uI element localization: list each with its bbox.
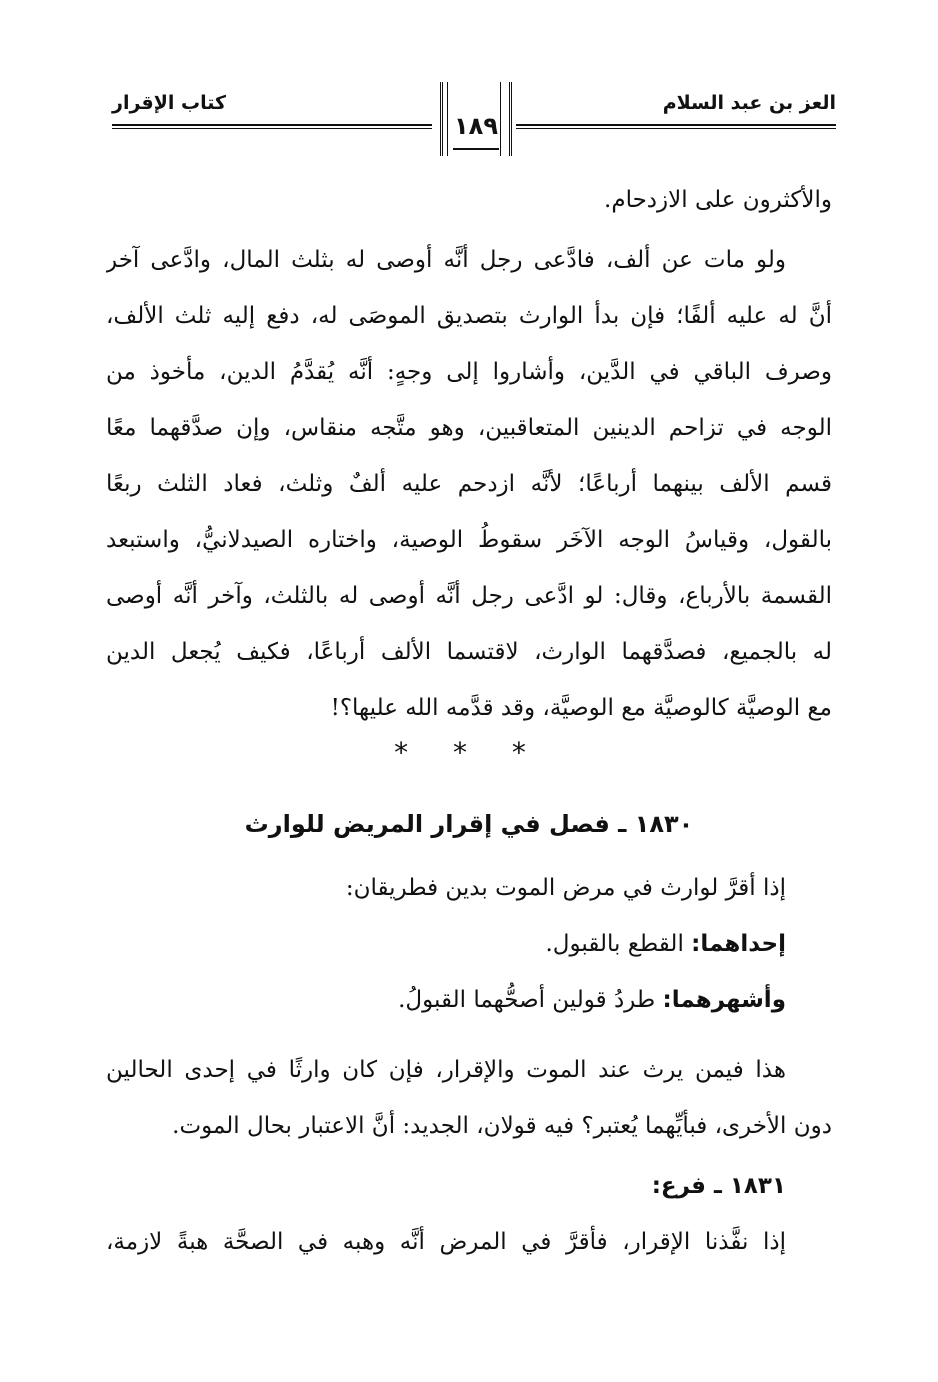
section-title: ١٨٣٠ ـ فصل في إقرار المريض للوارث: [244, 810, 694, 838]
second-way: [106, 972, 832, 1028]
paragraph-line: والأكثرون على الازدحام.: [604, 187, 832, 213]
page-number-underline: [453, 148, 499, 150]
first-way-label: إحداهما:: [691, 931, 786, 957]
running-header: [112, 82, 836, 162]
branch-block: [106, 1158, 832, 1270]
paragraph-line: مع الوصيَّة كالوصيَّة مع الوصيَّة، وقد قدَّمه الله عليها؟!: [330, 695, 832, 721]
paragraph-line: دون الأخرى، فبأيِّهما يُعتبر؟ فيه قولان، الجديد: أنَّ الاعتبار بحال الموت.: [172, 1113, 832, 1139]
section-body: [106, 860, 832, 1028]
first-way: [106, 916, 832, 972]
first-way-text: القطع بالقبول.: [545, 931, 684, 957]
header-rule-left: [112, 124, 432, 126]
paragraph-1: [106, 172, 832, 228]
header-rule-left-thin: [112, 128, 432, 129]
paragraph-line: ولو مات عن ألف، فادَّعى رجل أنَّه أوصى له بثلث المال، وادَّعى آخر: [106, 247, 786, 273]
page-number-frame: [440, 82, 512, 156]
header-rule-right-thin: [516, 128, 836, 129]
paragraph-line: بالقول، وقياسُ الوجه الآخَر سقوطُ الوصية، واختاره الصيدلانيُّ، واستبعد: [106, 527, 832, 553]
paragraph-line: هذا فيمن يرث عند الموت والإقرار، فإن كان وارثًا في إحدى الحالين: [106, 1057, 786, 1083]
paragraph-line: إذا نفَّذنا الإقرار، فأقرَّ في المرض أنَّه وهبه في الصحَّة هبةً لازمة،: [106, 1229, 786, 1255]
paragraph-line: وصرف الباقي في الدَّين، وأشاروا إلى وجهٍ: أنَّه يُقدَّمُ الدين، مأخوذ من: [106, 359, 832, 385]
paragraph-line: القسمة بالأرباع، وقال: لو ادَّعى رجل أنَّه أوصى له بالثلث، وآخر أنَّه أوصى: [106, 583, 832, 609]
paragraph-line: أنَّ له عليه ألفًا؛ فإن بدأ الوارث بتصديق الموصَى له، دفع إليه ثلث الألف،: [106, 303, 832, 329]
page-number: ١٨٩: [454, 112, 498, 140]
author-header: العز بن عبد السلام: [662, 92, 836, 114]
paragraph-line: الوجه في تزاحم الدينين المتعاقبين، وهو متَّجه منقاس، وإن صدَّقهما معًا: [106, 415, 832, 441]
branch-title: ١٨٣١ ـ فرع:: [651, 1173, 786, 1199]
second-way-text: طردُ قولين أصحُّهما القبولُ.: [398, 987, 656, 1013]
paragraph-line: قسم الألف بينهما أرباعًا؛ لأنَّه ازدحم عليه ألفٌ وثلث، فعاد الثلث ربعًا: [106, 471, 832, 497]
paragraph-3: [106, 1042, 832, 1154]
second-way-label: وأشهرهما:: [662, 987, 786, 1013]
paragraph-line: له بالجميع، فصدَّقهما الوارث، لاقتسما الألف أرباعًا، فكيف يُجعل الدين: [106, 639, 832, 665]
header-rule-right: [516, 124, 836, 126]
book-section-header: كتاب الإقرار: [112, 92, 227, 114]
section-intro: إذا أقرَّ لوارث في مرض الموت بدين فطريقان:: [345, 875, 786, 901]
paragraph-2: [106, 232, 832, 736]
section-separator: * * *: [394, 736, 544, 769]
